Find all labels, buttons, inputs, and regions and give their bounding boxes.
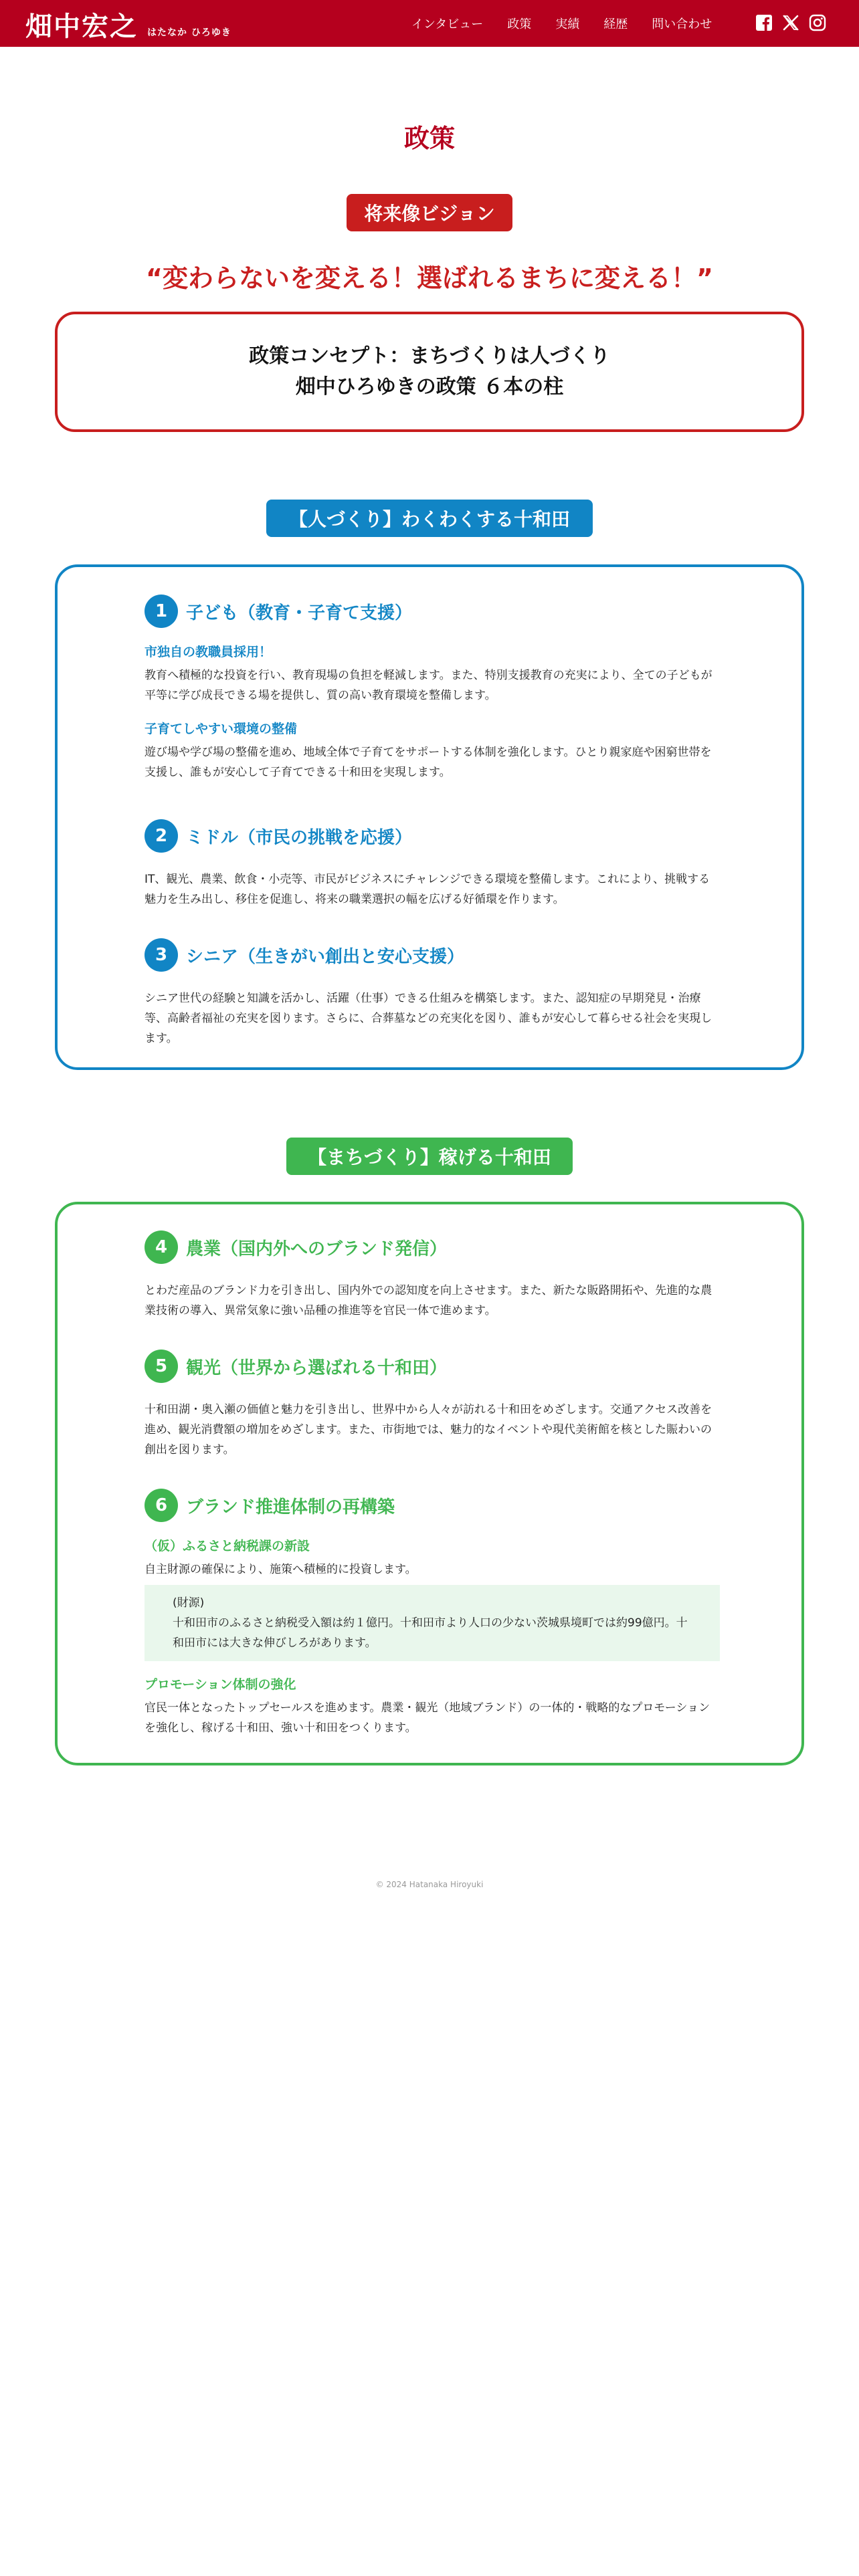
section-label-town: 【まちづくり】稼げる十和田 [286, 1138, 573, 1175]
concept-line-1: 政策コンセプト：まちづくりは人づくり [249, 344, 610, 368]
section-label-people: 【人づくり】わくわくする十和田 [266, 500, 593, 537]
policy-item-3 [145, 938, 720, 1049]
policy-number-badge: 5 [145, 1350, 178, 1383]
policy-subheading: 子育てしやすい環境の整備 [145, 722, 298, 736]
footer-copyright: © 2024 Hatanaka Hiroyuki [375, 1880, 484, 1889]
nav-contact[interactable]: 問い合わせ [652, 17, 712, 31]
policy-title: ブランド推進体制の再構築 [186, 1497, 395, 1517]
brand-name: 畑中宏之 [25, 11, 138, 42]
policy-number-badge: 4 [145, 1230, 178, 1264]
main-nav [411, 0, 736, 47]
facebook-icon[interactable] [755, 13, 773, 32]
finance-label: (財源) [173, 1596, 205, 1610]
policy-item-1 [145, 594, 720, 782]
nav-career[interactable]: 経歴 [603, 17, 628, 31]
policy-number-badge: 3 [145, 938, 178, 972]
policy-subheading: 市独自の教職員採用！ [145, 645, 272, 659]
policy-body: 教育へ積極的な投資を行い、教育現場の負担を軽減します。また、特別支援教育の充実により、全ての子どもが平等に学び成長できる場を提供し、質の高い教育環境を整備します。 [145, 669, 712, 702]
town-policy-card [55, 1202, 804, 1765]
people-policy-card [55, 564, 804, 1070]
policy-title: シニア（生きがい創出と安心支援） [186, 946, 465, 967]
slogan: “変わらないを変える！選ばれるまちに変える！” [146, 263, 713, 293]
policy-body: 官民一体となったトップセールスを進めます。農業・観光（地域ブランド）の一体的・戦略的なプロモーションを強化し、稼げる十和田、強い十和田をつくります。 [145, 1701, 710, 1735]
policy-body: 遊び場や学び場の整備を進め、地域全体で子育てをサポートする体制を強化します。ひとり親家庭や困窮世帯を支援し、誰もが安心して子育てできる十和田を実現します。 [145, 746, 712, 779]
page-title: 政策 [403, 124, 455, 153]
instagram-icon[interactable] [808, 13, 827, 32]
policy-subheading: プロモーション体制の強化 [145, 1677, 296, 1692]
nav-policy[interactable]: 政策 [507, 17, 532, 31]
policy-body: 十和田湖・奥入瀬の価値と魅力を引き出し、世界中から人々が訪れる十和田をめざします。交通アクセス改善を進め、観光消費額の増加をめざします。また、市街地では、魅力的なイベントや現代美術館を核とした賑わいの創出を図ります。 [145, 1403, 712, 1457]
site-header [0, 0, 859, 47]
policy-item-5 [145, 1349, 720, 1460]
policy-item-4 [145, 1230, 720, 1321]
brand-kana: はたなか ひろゆき [147, 27, 231, 38]
brand-logo[interactable] [25, 5, 231, 43]
policy-title: ミドル（市民の挑戦を応援） [186, 827, 413, 848]
policy-subheading: （仮）ふるさと納税課の新設 [145, 1539, 310, 1553]
policy-body: 自主財源の確保により、施策へ積極的に投資します。 [145, 1563, 417, 1576]
policy-title: 農業（国内外へのブランド発信） [186, 1239, 448, 1259]
policy-title: 子ども（教育・子育て支援） [186, 603, 413, 623]
finance-text: 十和田市のふるさと納税受入額は約１億円。十和田市より人口の少ない茨城県境町では約99億円。十和田市には大きな伸びしろがあります。 [173, 1616, 688, 1650]
nav-achievements[interactable]: 実績 [555, 17, 580, 31]
policy-number-badge: 6 [145, 1489, 178, 1522]
policy-number-badge: 1 [145, 595, 178, 628]
policy-item-2 [145, 819, 720, 909]
policy-body: とわだ産品のブランド力を引き出し、国内外での認知度を向上させます。また、新たな販路開拓や、先進的な農業技術の導入、異常気象に強い品種の推進等を官民一体で進めます。 [145, 1284, 712, 1317]
x-icon[interactable] [781, 13, 800, 32]
policy-title: 観光（世界から選ばれる十和田） [186, 1358, 448, 1378]
vision-label: 将来像ビジョン [347, 194, 512, 231]
policy-body: シニア世代の経験と知識を活かし、活躍（仕事）できる仕組みを構築します。また、認知症の早期発見・治療等、高齢者福祉の充実を図ります。さらに、合葬墓などの充実化を図り、誰もが安心して暮らせる社会を実現します。 [145, 992, 712, 1045]
finance-note [145, 1585, 720, 1661]
policy-item-6 [145, 1488, 720, 1738]
social-links [755, 13, 835, 32]
policy-body: IT、観光、農業、飲食・小売等、市民がビジネスにチャレンジできる環境を整備します。これにより、挑戦する魅力を生み出し、移住を促進し、将来の職業選択の幅を広げる好循環を作ります。 [145, 873, 710, 906]
nav-interview[interactable]: インタビュー [411, 17, 484, 31]
concept-box [55, 312, 804, 432]
concept-line-2: 畑中ひろゆきの政策 ６本の柱 [295, 375, 564, 399]
policy-number-badge: 2 [145, 819, 178, 853]
